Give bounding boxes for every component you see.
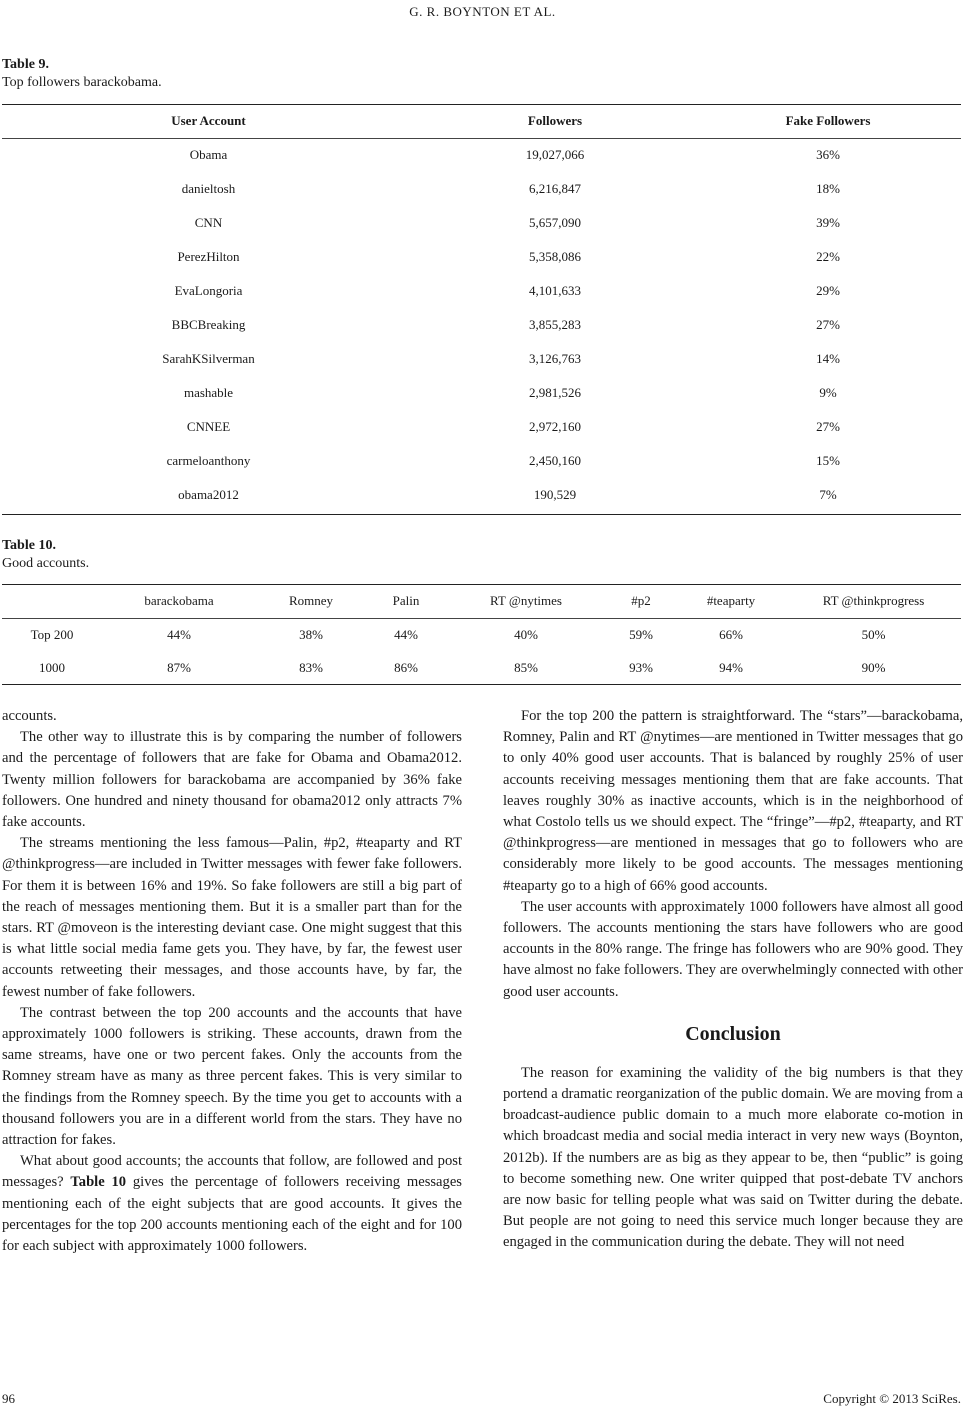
- table10-header-row: [2, 585, 961, 618]
- table10-reference-link[interactable]: Table 10: [70, 1174, 127, 1191]
- table10-cell: 50%: [861, 626, 886, 642]
- table9-row: [2, 444, 961, 478]
- table10-header-cell: [2, 585, 102, 618]
- table10-header-cell: #p2: [631, 593, 651, 609]
- table9-cell: danieltosh: [181, 181, 236, 196]
- table9-row: [2, 138, 961, 172]
- table9-cell: 2,972,160: [529, 419, 581, 434]
- table9-row: [2, 274, 961, 308]
- table10-cell: 38%: [299, 626, 323, 642]
- table9-cell: 36%: [816, 147, 840, 163]
- table10-label: Table 10.: [2, 538, 56, 553]
- table9-caption: [2, 56, 162, 92]
- table10-header-cell: Romney: [288, 593, 334, 609]
- conclusion-heading: Conclusion: [685, 1022, 781, 1045]
- table10-bottom-rule: [2, 684, 961, 685]
- table10-body: [2, 618, 961, 684]
- table9-cell: CNNEE: [186, 419, 231, 434]
- table10-row: [2, 618, 961, 651]
- table10-title: Good accounts.: [2, 556, 90, 571]
- table9-header-fake-followers: Fake Followers: [785, 113, 871, 129]
- table9-cell: 3,126,763: [529, 351, 581, 366]
- table10-cell: 87%: [167, 659, 191, 675]
- left-paragraph-4: [2, 1151, 462, 1257]
- table9-cell: 22%: [816, 249, 840, 264]
- table10-cell: 59%: [629, 626, 653, 642]
- table9-cell: 27%: [816, 317, 840, 332]
- table10-cell: Top 200: [30, 626, 74, 642]
- table9-row: [2, 410, 961, 444]
- table9-row: [2, 206, 961, 240]
- table9-cell: Obama: [189, 147, 228, 163]
- right-column: [503, 706, 963, 1254]
- page-number: 96: [2, 1391, 15, 1406]
- table9-cell: 3,855,283: [529, 317, 581, 332]
- table9-cell: 2,981,526: [529, 385, 581, 400]
- table9-header-followers: Followers: [527, 113, 583, 129]
- table9-cell: 27%: [816, 419, 840, 434]
- table9-cell: 14%: [816, 351, 840, 366]
- table9-header-user-account: User Account: [171, 113, 246, 129]
- table9-body: [2, 138, 961, 512]
- table9-cell: mashable: [183, 385, 234, 400]
- table9-cell: 39%: [816, 215, 840, 230]
- table10-cell: 94%: [719, 659, 743, 675]
- table9-cell: PerezHilton: [177, 249, 240, 264]
- table10-header-cell: Palin: [392, 593, 420, 609]
- table10-cell: 44%: [394, 626, 418, 642]
- table10: [2, 585, 961, 684]
- left-column: [2, 706, 462, 1257]
- right-paragraph-2: The user accounts with approximately 1000 followers have almost all good followers. The accounts mentioning the stars have followers who are good accounts in the 80% range. The fringe has followers who are 90% good. They have almost no fake followers. They are overwhelmingly connected with other good user accounts.: [503, 898, 963, 1000]
- table10-cell: 86%: [394, 659, 418, 675]
- table9-bottom-rule: [2, 514, 961, 515]
- table10-header-cell: #teaparty: [706, 593, 756, 609]
- left-paragraph-4a: What about good accounts; the accounts that follow, are followed and post messages?: [2, 1153, 462, 1191]
- table9-cell: 19,027,066: [525, 147, 585, 163]
- table9: [2, 105, 961, 512]
- table10-cell: 40%: [514, 626, 538, 642]
- table9-cell: 29%: [816, 283, 840, 298]
- left-paragraph-2: The streams mentioning the less famous—Palin, #p2, #teaparty and RT @thinkprogress—are included in Twitter messages with fewer fake followers. For them it is between 16% and 19%. So fake followers are still a big part of the reach of messages mentioning them. But it is a smaller part than for the stars. RT @moveon is the interesting deviant case. One might suggest that this is what little social media fame gets you. They have, by far, the fewest user accounts retweeting their messages, and those accounts have, by far, the fewest number of fake followers.: [2, 835, 462, 1000]
- table9-row: [2, 376, 961, 410]
- table10-cell: 66%: [719, 626, 743, 642]
- left-paragraph-3: The contrast between the top 200 accounts and the accounts that have approximately 1000 followers is striking. These accounts, drawn from the same streams, have one or two percent fakes. Only the accounts from the Romney stream have as many as three percent fakes. This is very similar to the findings from the Romney speech. By the time you get to accounts with a thousand followers you are in a different world from the stars. They have no attraction for fakes.: [2, 1004, 462, 1149]
- table9-row: [2, 172, 961, 206]
- table9-cell: carmeloanthony: [166, 453, 251, 468]
- table10-header-cell: RT @nytimes: [490, 593, 562, 609]
- left-paragraph-4b: gives the percentage of followers receiving messages mentioning each of the eight subjects that are good accounts. It gives the percentages for the top 200 accounts mentioning each of the eight and for 100 for each subject with approximately 1000 followers.: [2, 1174, 462, 1255]
- right-paragraph-1: For the top 200 the pattern is straightforward. The “stars”—barackobama, Romney, Palin and RT @nytimes—are mentioned in Twitter messages that go to only 40% good user accounts. That is balanced by roughly 25% of user accounts receiving messages mentioning them that are fake accounts. That leaves roughly 30% as inactive accounts, which is in the neighborhood of what Costolo tells us we should expect. The “fringe”—#p2, #teaparty, and RT @thinkprogress—are mentioned in messages that go to followers who are considerably more likely to be good accounts. The messages mentioning #teaparty go to a high of 66% good accounts.: [503, 708, 963, 894]
- left-paragraph-0: accounts.: [2, 708, 57, 724]
- table9-header-row: [2, 105, 961, 138]
- table9-cell: 5,358,086: [529, 249, 581, 264]
- table10-row: [2, 651, 961, 684]
- table9-cell: 6,216,847: [529, 181, 581, 196]
- copyright-notice: Copyright © 2013 SciRes.: [823, 1391, 961, 1406]
- table9-row: [2, 308, 961, 342]
- table9-cell: 15%: [816, 453, 840, 468]
- table9-cell: 4,101,633: [529, 283, 581, 298]
- table9-cell: SarahKSilverman: [162, 351, 255, 366]
- table9-cell: 9%: [819, 385, 837, 400]
- table9-cell: 7%: [819, 487, 837, 502]
- table10-cell: 90%: [861, 659, 886, 675]
- table10-cell: 83%: [299, 659, 323, 675]
- table10-cell: 1000: [39, 659, 65, 675]
- table10-cell: 85%: [514, 659, 538, 675]
- table9-row: [2, 240, 961, 274]
- table10-header-cell: RT @thinkprogress: [822, 593, 925, 609]
- table10-cell: 44%: [167, 626, 191, 642]
- table10-header-cell: barackobama: [144, 593, 214, 609]
- table9-label: Table 9.: [2, 57, 49, 72]
- table9-cell: obama2012: [178, 487, 239, 502]
- table9-title: Top followers barackobama.: [2, 75, 162, 90]
- right-paragraph-3: The reason for examining the validity of the big numbers is that they portend a dramatic reorganization of the public domain. We are moving from a broadcast-audience public domain to a much more elaborate co-motion in which broadcast media and social media interact in very new ways (Boynton, 2012b). If the numbers are as big as they appear to be, then “public” is going to become something new. One writer quipped that post-debate TV anchors are now basic for telling people what was said on Twitter during the debate. But people are not going to need this service much longer because they are engaged in the communication during the debate. They will not need: [503, 1064, 963, 1251]
- table10-cell: 93%: [629, 659, 653, 675]
- table9-cell: 18%: [816, 181, 840, 196]
- table9-cell: BBCBreaking: [171, 317, 246, 332]
- table9-cell: 2,450,160: [529, 453, 581, 468]
- table9-row: [2, 478, 961, 512]
- table10-caption: [2, 537, 89, 573]
- table9-row: [2, 342, 961, 376]
- table9-cell: 190,529: [533, 487, 577, 502]
- table9-cell: EvaLongoria: [174, 283, 243, 298]
- left-paragraph-1: The other way to illustrate this is by comparing the number of followers and the percentage of followers that are fake for Obama and Obama2012. Twenty million followers for barackobama are accompanied by 36% fake followers. One hundred and ninety thousand for obama2012 only attracts 7% fake accounts.: [2, 729, 462, 831]
- table9-cell: CNN: [194, 215, 223, 230]
- running-head: G. R. BOYNTON ET AL.: [409, 4, 556, 19]
- table9-cell: 5,657,090: [529, 215, 581, 230]
